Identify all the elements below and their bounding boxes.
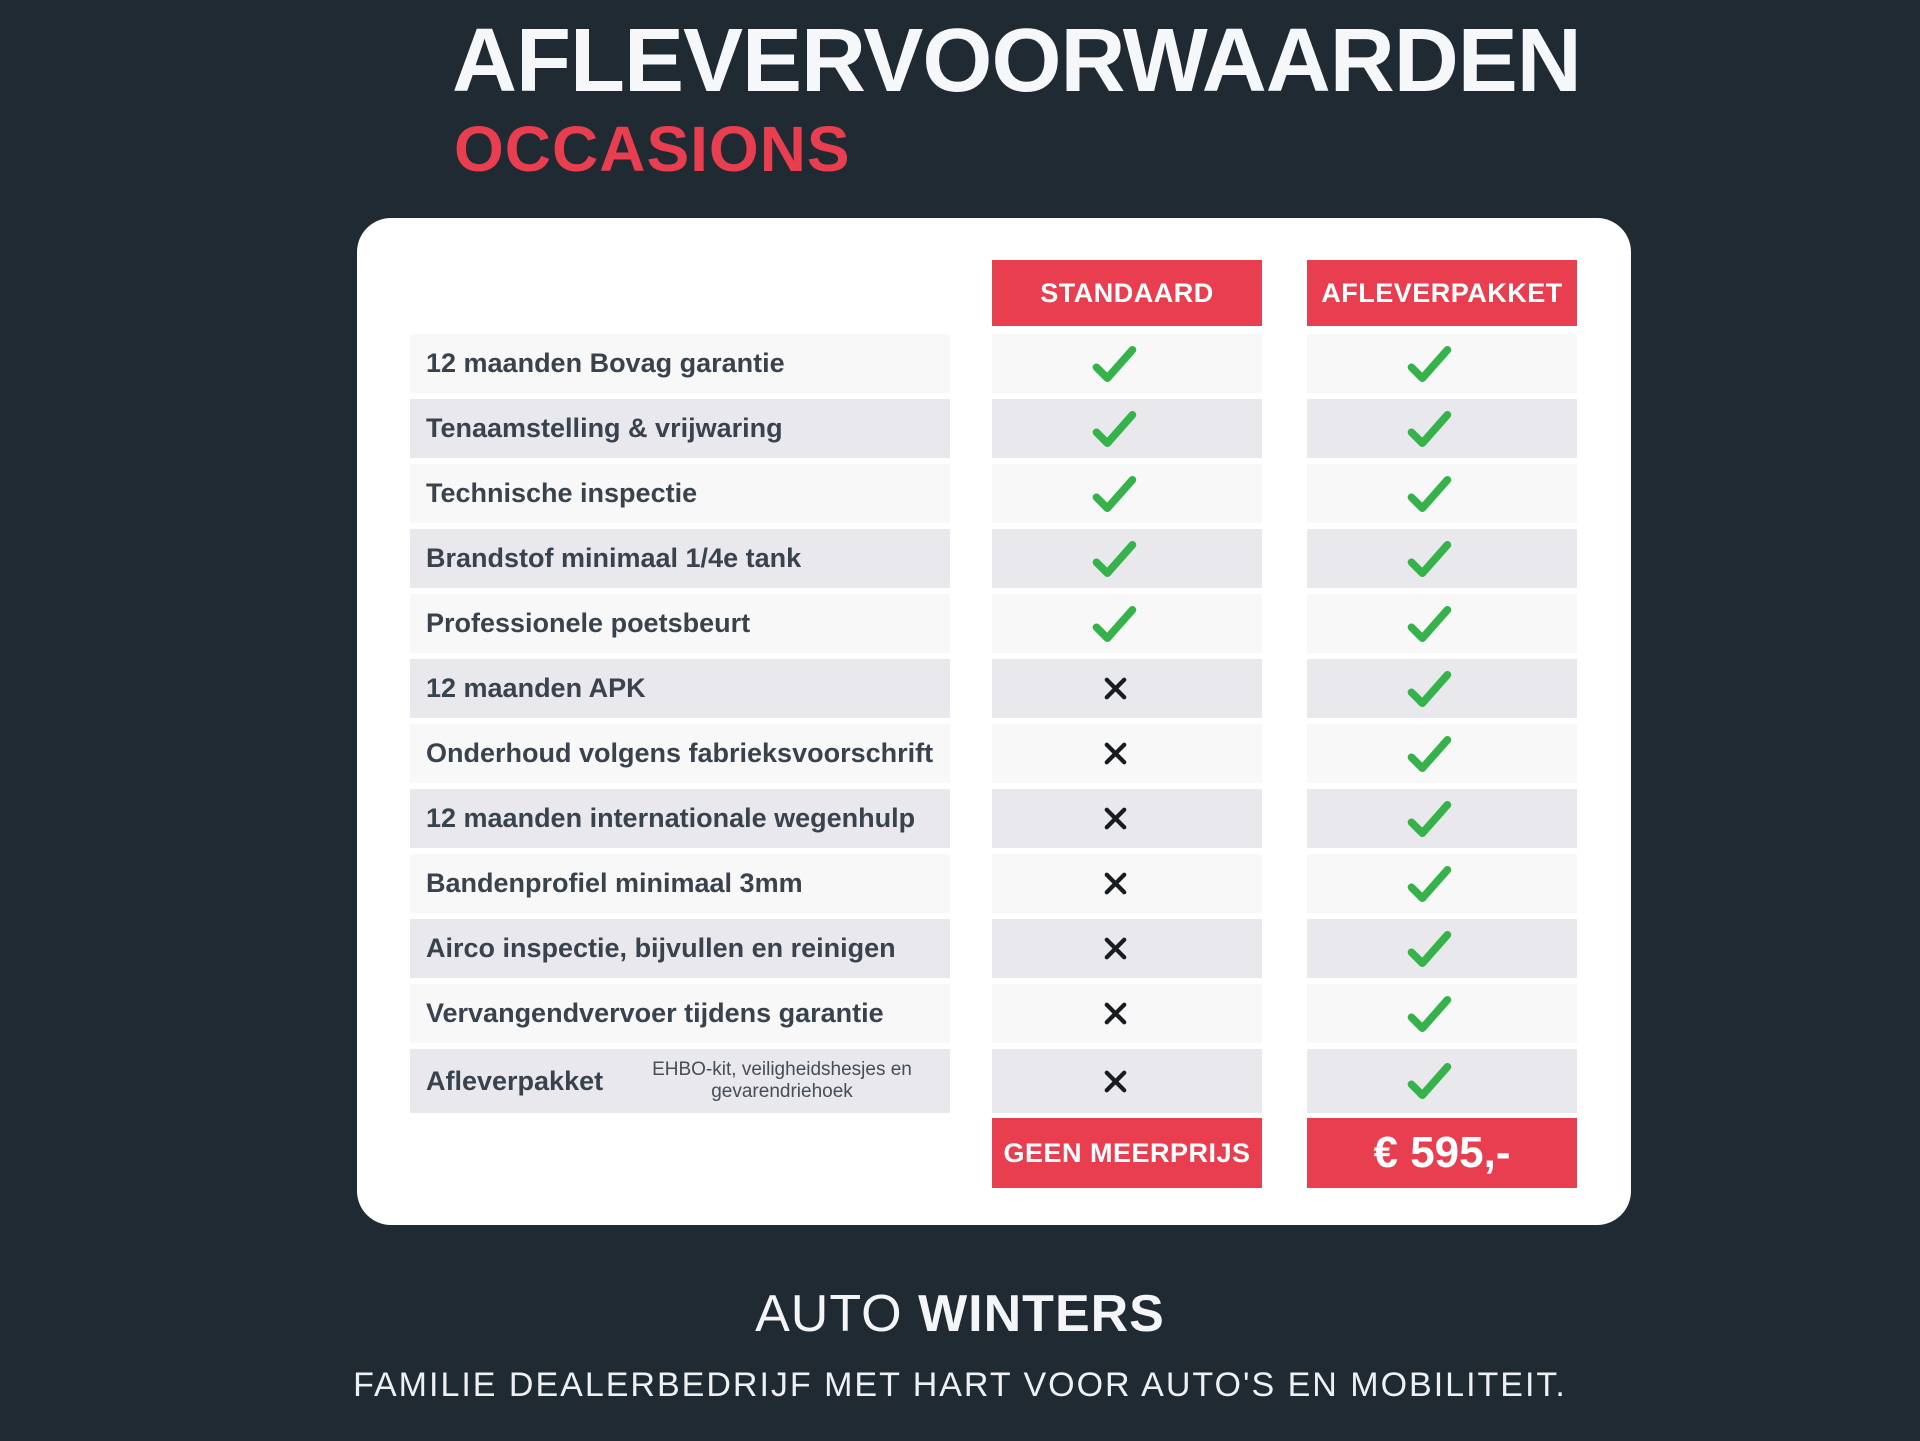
check-icon	[1406, 929, 1454, 969]
check-icon	[1406, 994, 1454, 1034]
brand-name	[0, 1284, 1920, 1344]
feature-cell-afleverpakket	[1307, 594, 1577, 653]
feature-cell-afleverpakket	[1307, 464, 1577, 523]
feature-cell-afleverpakket	[1307, 984, 1577, 1043]
column-header-afleverpakket: AFLEVERPAKKET	[1307, 260, 1577, 326]
feature-label-text: Vervangendvervoer tijdens garantie	[426, 998, 884, 1028]
feature-label-text: Tenaamstelling & vrijwaring	[426, 413, 783, 443]
feature-cell-standaard	[992, 399, 1262, 458]
price-afleverpakket: € 595,-	[1307, 1118, 1577, 1188]
check-icon	[1406, 344, 1454, 384]
feature-cell-standaard	[992, 659, 1262, 718]
check-icon	[1406, 734, 1454, 774]
feature-row-label	[410, 464, 950, 523]
feature-cell-afleverpakket	[1307, 399, 1577, 458]
cross-icon	[1100, 868, 1131, 899]
feature-row-label	[410, 594, 950, 653]
check-icon	[1406, 1061, 1454, 1101]
feature-row-label	[410, 724, 950, 783]
feature-label-text: Brandstof minimaal 1/4e tank	[426, 543, 802, 573]
check-icon	[1091, 604, 1139, 644]
feature-cell-afleverpakket	[1307, 659, 1577, 718]
cross-icon	[1100, 1066, 1131, 1097]
check-icon	[1406, 604, 1454, 644]
cross-icon	[1100, 738, 1131, 769]
feature-cell-afleverpakket	[1307, 919, 1577, 978]
afleverpakket-column	[1307, 334, 1577, 1119]
feature-row-label	[410, 854, 950, 913]
feature-cell-standaard	[992, 334, 1262, 393]
feature-label-text: Technische inspectie	[426, 478, 698, 508]
feature-cell-standaard	[992, 464, 1262, 523]
feature-row-label	[410, 919, 950, 978]
brand-name-regular: AUTO	[755, 1285, 903, 1343]
feature-cell-standaard	[992, 724, 1262, 783]
feature-note-text: EHBO-kit, veiligheidshesjes en gevarendriehoek	[652, 1059, 912, 1102]
feature-label-text: 12 maanden APK	[426, 673, 646, 703]
check-icon	[1406, 409, 1454, 449]
feature-labels-column	[410, 334, 950, 1119]
page-subtitle: OCCASIONS	[454, 112, 851, 185]
footer-tagline: FAMILIE DEALERBEDRIJF MET HART VOOR AUTO'S EN MOBILITEIT.	[353, 1366, 1567, 1404]
feature-cell-afleverpakket	[1307, 334, 1577, 393]
cross-icon	[1100, 803, 1131, 834]
check-icon	[1406, 669, 1454, 709]
feature-cell-afleverpakket	[1307, 1049, 1577, 1113]
page-title: AFLEVERVOORWAARDEN	[452, 11, 1581, 111]
feature-cell-afleverpakket	[1307, 854, 1577, 913]
feature-row-label	[410, 984, 950, 1043]
feature-label-text: 12 maanden internationale wegenhulp	[426, 803, 916, 833]
feature-label-text: Afleverpakket	[426, 1065, 604, 1096]
footer	[0, 1284, 1920, 1405]
feature-cell-standaard	[992, 594, 1262, 653]
cross-icon	[1100, 933, 1131, 964]
feature-label-text: Bandenprofiel minimaal 3mm	[426, 868, 803, 898]
feature-row-label	[410, 659, 950, 718]
feature-cell-afleverpakket	[1307, 724, 1577, 783]
feature-row-label	[410, 529, 950, 588]
price-standaard: GEEN MEERPRIJS	[992, 1118, 1262, 1188]
cross-icon	[1100, 673, 1131, 704]
check-icon	[1091, 539, 1139, 579]
feature-cell-standaard	[992, 984, 1262, 1043]
feature-cell-standaard	[992, 1049, 1262, 1113]
feature-label-text: Airco inspectie, bijvullen en reinigen	[426, 933, 896, 963]
feature-row-label	[410, 399, 950, 458]
feature-cell-afleverpakket	[1307, 789, 1577, 848]
feature-label-text: Professionele poetsbeurt	[426, 608, 751, 638]
check-icon	[1091, 344, 1139, 384]
feature-cell-standaard	[992, 529, 1262, 588]
check-icon	[1406, 799, 1454, 839]
feature-cell-afleverpakket	[1307, 529, 1577, 588]
feature-cell-standaard	[992, 789, 1262, 848]
cross-icon	[1100, 998, 1131, 1029]
feature-cell-standaard	[992, 854, 1262, 913]
brand-name-bold: WINTERS	[918, 1285, 1165, 1343]
page-title-block	[452, 11, 1581, 185]
check-icon	[1091, 409, 1139, 449]
feature-cell-standaard	[992, 919, 1262, 978]
standaard-column	[992, 334, 1262, 1119]
feature-row-label	[410, 1049, 950, 1113]
check-icon	[1091, 474, 1139, 514]
check-icon	[1406, 474, 1454, 514]
check-icon	[1406, 539, 1454, 579]
feature-label-text: Onderhoud volgens fabrieksvoorschrift	[426, 738, 934, 768]
column-header-standaard: STANDAARD	[992, 260, 1262, 326]
check-icon	[1406, 864, 1454, 904]
feature-row-label	[410, 334, 950, 393]
feature-row-label	[410, 789, 950, 848]
comparison-card	[357, 218, 1631, 1225]
feature-label-text: 12 maanden Bovag garantie	[426, 348, 785, 378]
